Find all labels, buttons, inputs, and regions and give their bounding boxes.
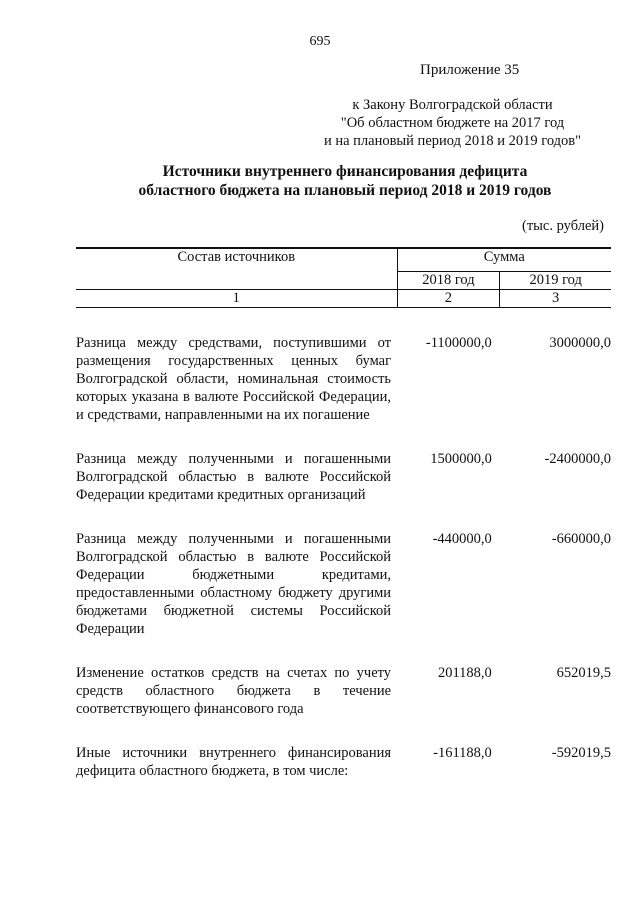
title-line: Источники внутреннего финансирования дефицита	[162, 163, 528, 180]
table-row	[76, 664, 611, 718]
row-value-2019: 652019,5	[556, 665, 611, 681]
row-description: Иные источники внутреннего финансирования дефицита областного бюджета, в том числе:	[76, 745, 392, 779]
law-ref-line: и на плановый период 2018 и 2019 годов"	[323, 133, 582, 149]
sources-table	[76, 247, 611, 780]
title-line: областного бюджета на плановый период 2018 и 2019 годов	[138, 182, 552, 199]
row-description: Изменение остатков средств на счетах по учету средств областного бюджета в течение соответствующего финансового года	[76, 665, 392, 717]
row-value-2018: 1500000,0	[430, 451, 492, 467]
row-value-2018: 201188,0	[437, 665, 492, 681]
header-year-2019: 2019 год	[529, 272, 582, 288]
row-value-2019: 3000000,0	[549, 335, 611, 351]
column-number-3: 3	[500, 290, 611, 308]
document-title	[110, 162, 580, 200]
header-year-2018: 2018 год	[397, 272, 500, 290]
column-number-1: 1	[76, 290, 397, 308]
column-number-2: 2	[397, 290, 500, 308]
table-row	[76, 530, 611, 638]
row-value-2019: -660000,0	[551, 531, 611, 547]
appendix-label: Приложение 35	[420, 62, 520, 78]
row-value-2019: -2400000,0	[544, 451, 611, 467]
row-value-2018: -440000,0	[432, 531, 492, 547]
table-row	[76, 744, 611, 780]
unit-label: (тыс. рублей)	[522, 218, 604, 234]
law-ref-line: к Закону Волгоградской области	[352, 97, 553, 113]
page-number: 695	[309, 34, 331, 49]
row-value-2019: -592019,5	[551, 745, 611, 761]
row-value-2018: -161188,0	[433, 745, 492, 761]
header-sources: Состав источников	[76, 248, 397, 290]
table-row	[76, 450, 611, 504]
row-description: Разница между полученными и погашенными Волгоградской областью в валюте Российской Федерации кредитами кредитных организаций	[76, 451, 392, 503]
table-row	[76, 334, 611, 424]
header-sum: Сумма	[397, 248, 611, 272]
row-value-2018: -1100000,0	[425, 335, 492, 351]
row-description: Разница между полученными и погашенными Волгоградской областью в валюте Российской Федерации бюджетными кредитами, предоставленными областному бюджету другими бюджетами бюджетной системы Российской Федерации	[76, 531, 392, 637]
law-ref-line: "Об областном бюджете на 2017 год	[340, 115, 565, 131]
law-reference	[300, 96, 605, 150]
row-description: Разница между средствами, поступившими от размещения государственных ценных бумаг Волгоградской области, номинальная стоимость которых указана в валюте Российской Федерации, и средствами, направленными на их погашение	[76, 335, 392, 423]
